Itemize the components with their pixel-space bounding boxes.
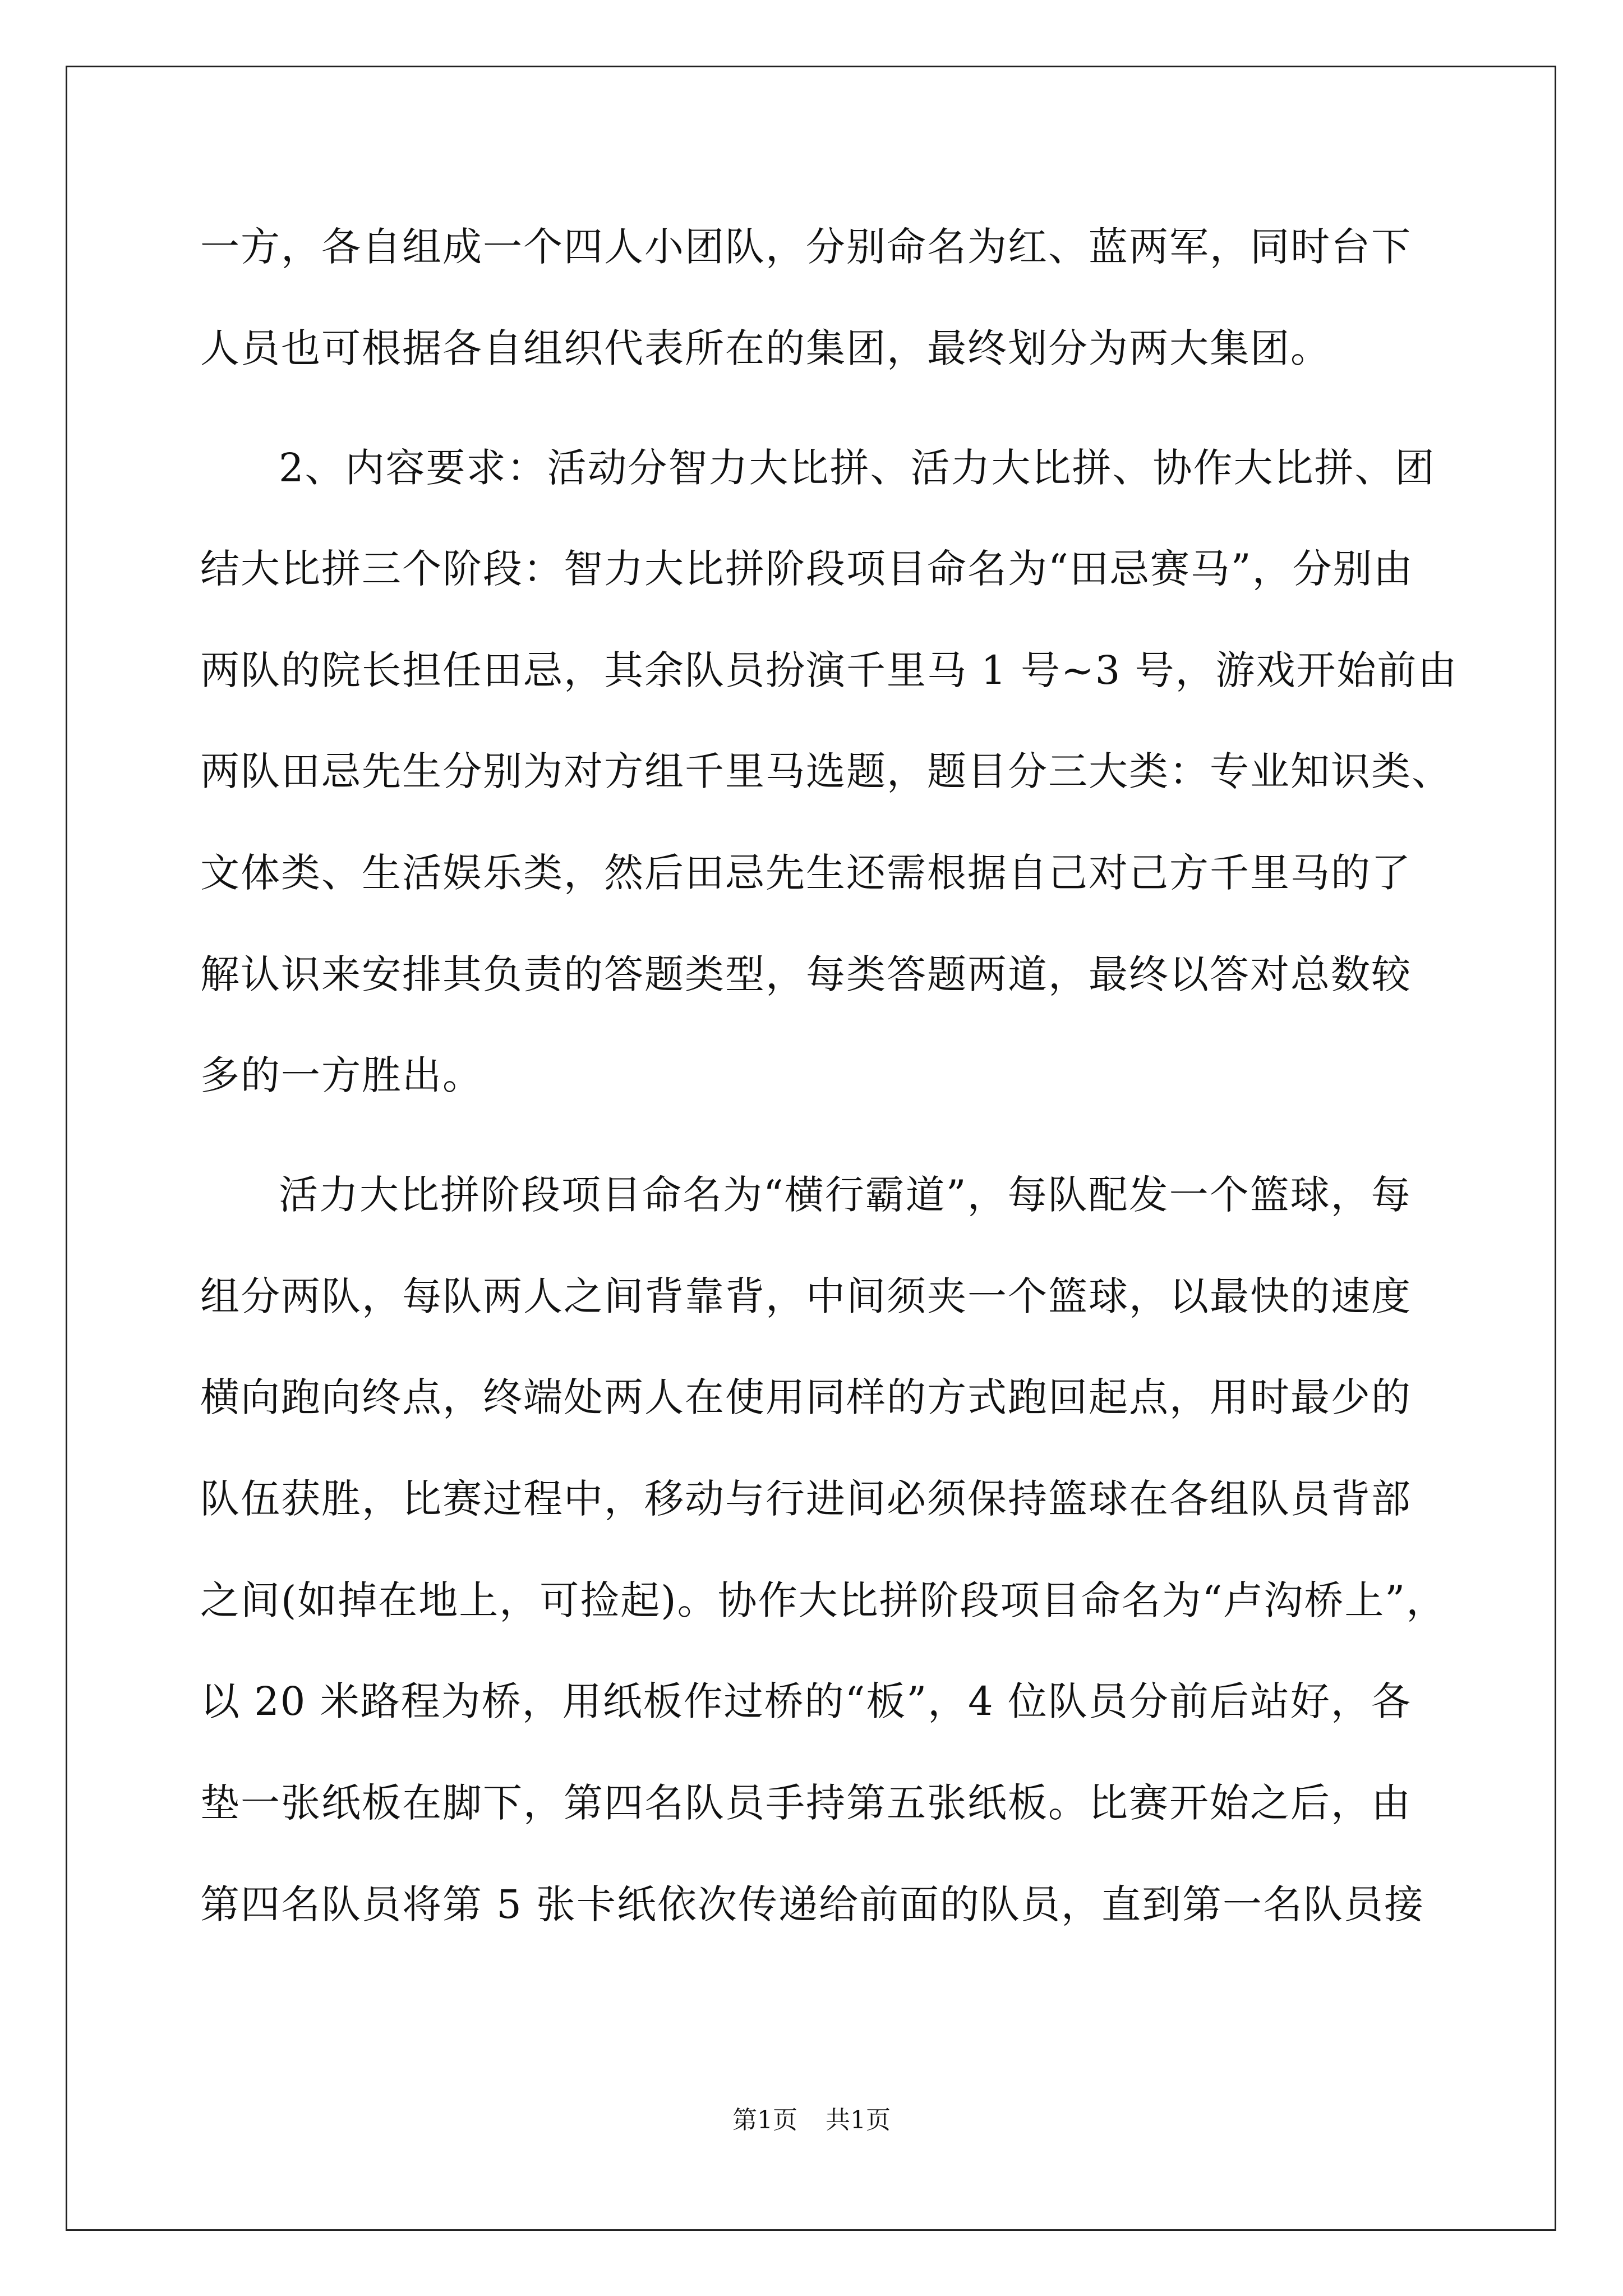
text-line: 之间(如掉在地上，可捡起)。协作大比拼阶段项目命名为“卢沟桥上”， bbox=[200, 1577, 1447, 1623]
text-line: 两队的院长担任田忌，其余队员扮演千里马 1 号~3 号，游戏开始前由 bbox=[200, 647, 1458, 693]
page-total: 共1页 bbox=[826, 2106, 891, 2134]
text-line: 活力大比拼阶段项目命名为“横行霸道”，每队配发一个篮球，每 bbox=[279, 1172, 1412, 1218]
text-line: 多的一方胜出。 bbox=[200, 1052, 483, 1098]
text-line: 解认识来安排其负责的答题类型，每类答题两道，最终以答对总数较 bbox=[200, 951, 1412, 997]
text-line: 文体类、生活娱乐类，然后田忌先生还需根据自己对己方千里马的了 bbox=[200, 850, 1412, 896]
page-number: 第1页 bbox=[732, 2106, 797, 2134]
text-line: 以 20 米路程为桥，用纸板作过桥的“板”，4 位队员分前后站好，各 bbox=[200, 1678, 1412, 1724]
text-line: 一方，各自组成一个四人小团队，分别命名为红、蓝两军，同时台下 bbox=[200, 224, 1412, 270]
page-footer bbox=[0, 2104, 1623, 2137]
text-line: 第四名队员将第 5 张卡纸依次传递给前面的队员，直到第一名队员接 bbox=[200, 1881, 1425, 1927]
text-line: 横向跑向终点，终端处两人在使用同样的方式跑回起点，用时最少的 bbox=[200, 1374, 1412, 1420]
text-line: 组分两队，每队两人之间背靠背，中间须夹一个篮球，以最快的速度 bbox=[200, 1273, 1412, 1319]
text-line: 人员也可根据各自组织代表所在的集团，最终划分为两大集团。 bbox=[200, 325, 1331, 371]
text-line: 结大比拼三个阶段：智力大比拼阶段项目命名为“田忌赛马”，分别由 bbox=[200, 546, 1414, 592]
text-line: 两队田忌先生分别为对方组千里马选题，题目分三大类：专业知识类、 bbox=[200, 748, 1452, 794]
text-line: 2、内容要求：活动分智力大比拼、活力大比拼、协作大比拼、团 bbox=[279, 445, 1436, 491]
text-line: 垫一张纸板在脚下，第四名队员手持第五张纸板。比赛开始之后，由 bbox=[200, 1780, 1412, 1826]
text-line: 队伍获胜，比赛过程中，移动与行进间必须保持篮球在各组队员背部 bbox=[200, 1476, 1412, 1522]
